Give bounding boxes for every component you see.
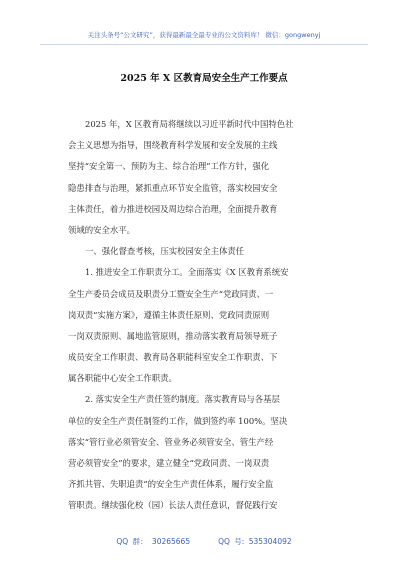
body-line: 落实“管行业必须管安全、管业务必须管安全、管生产经 — [68, 436, 274, 447]
body-line: 成员安全工作职责、教育局各职能科室安全工作职责、下 — [68, 352, 278, 363]
body-line: 会主义思想为指导，围绕教育科学发展和安全发展的主线 — [68, 140, 278, 151]
body-line: 管职责。继续强化校（园）长法人责任意识，督促践行安 — [68, 500, 278, 511]
body-line: 隐患排查与治理，紧抓重点环节安全监管，落实校园安全 — [68, 182, 278, 193]
body-line: 2. 落实安全生产责任签约制度。落实教育局与各基层 — [85, 394, 280, 405]
footer-qq-group: QQ 群： 30265665 — [116, 537, 191, 546]
header-banner: 关注头条号“公文研究”，获得最新最全最专业的公文资料库！ 微信：gongwenyj — [87, 31, 321, 39]
body-line: 齐抓共管、失职追责”的安全生产责任体系，履行安全监 — [68, 479, 274, 490]
body-line: 营必须管安全”的要求，建立健全“党政同责、一岗双责 — [68, 458, 270, 468]
section-heading: 一、强化督查考核，压实校园安全主体责任 — [85, 246, 245, 257]
body-line: 单位的安全生产责任制签约工作，做到签约率 100%。坚决 — [68, 415, 288, 426]
body-line: 主体责任，着力推进校园及周边综合治理，全面提升教育 — [68, 203, 278, 214]
body-line: 岗双责”实施方案》，遵循主体责任原则、党政同责原则 — [68, 309, 270, 320]
body-line: 一岗双责原则、属地监管原则，推动落实教育局领导班子 — [68, 330, 278, 341]
body-line: 领域的安全水平。 — [68, 224, 135, 235]
body-line: 属各职能中心安全工作职责。 — [68, 373, 177, 384]
footer-qq-number: QQ 号: 535304092 — [218, 537, 292, 546]
body-line: 1. 推进安全工作职责分工。全面落实《X 区教育系统安 — [85, 267, 289, 278]
body-line: 坚持“安全第一、预防为主、综合治理”工作方针，强化 — [68, 161, 270, 172]
body-line: 全生产委员会成员及职责分工暨安全生产“党政同责、一 — [68, 288, 274, 299]
document-title: 2025 年 X 区教育局安全生产工作要点 — [120, 73, 288, 84]
body-line: 2025 年，X 区教育局将继续以习近平新时代中国特色社 — [85, 119, 294, 129]
document-body — [68, 114, 340, 517]
footer — [0, 536, 408, 547]
header-divider — [40, 44, 368, 45]
